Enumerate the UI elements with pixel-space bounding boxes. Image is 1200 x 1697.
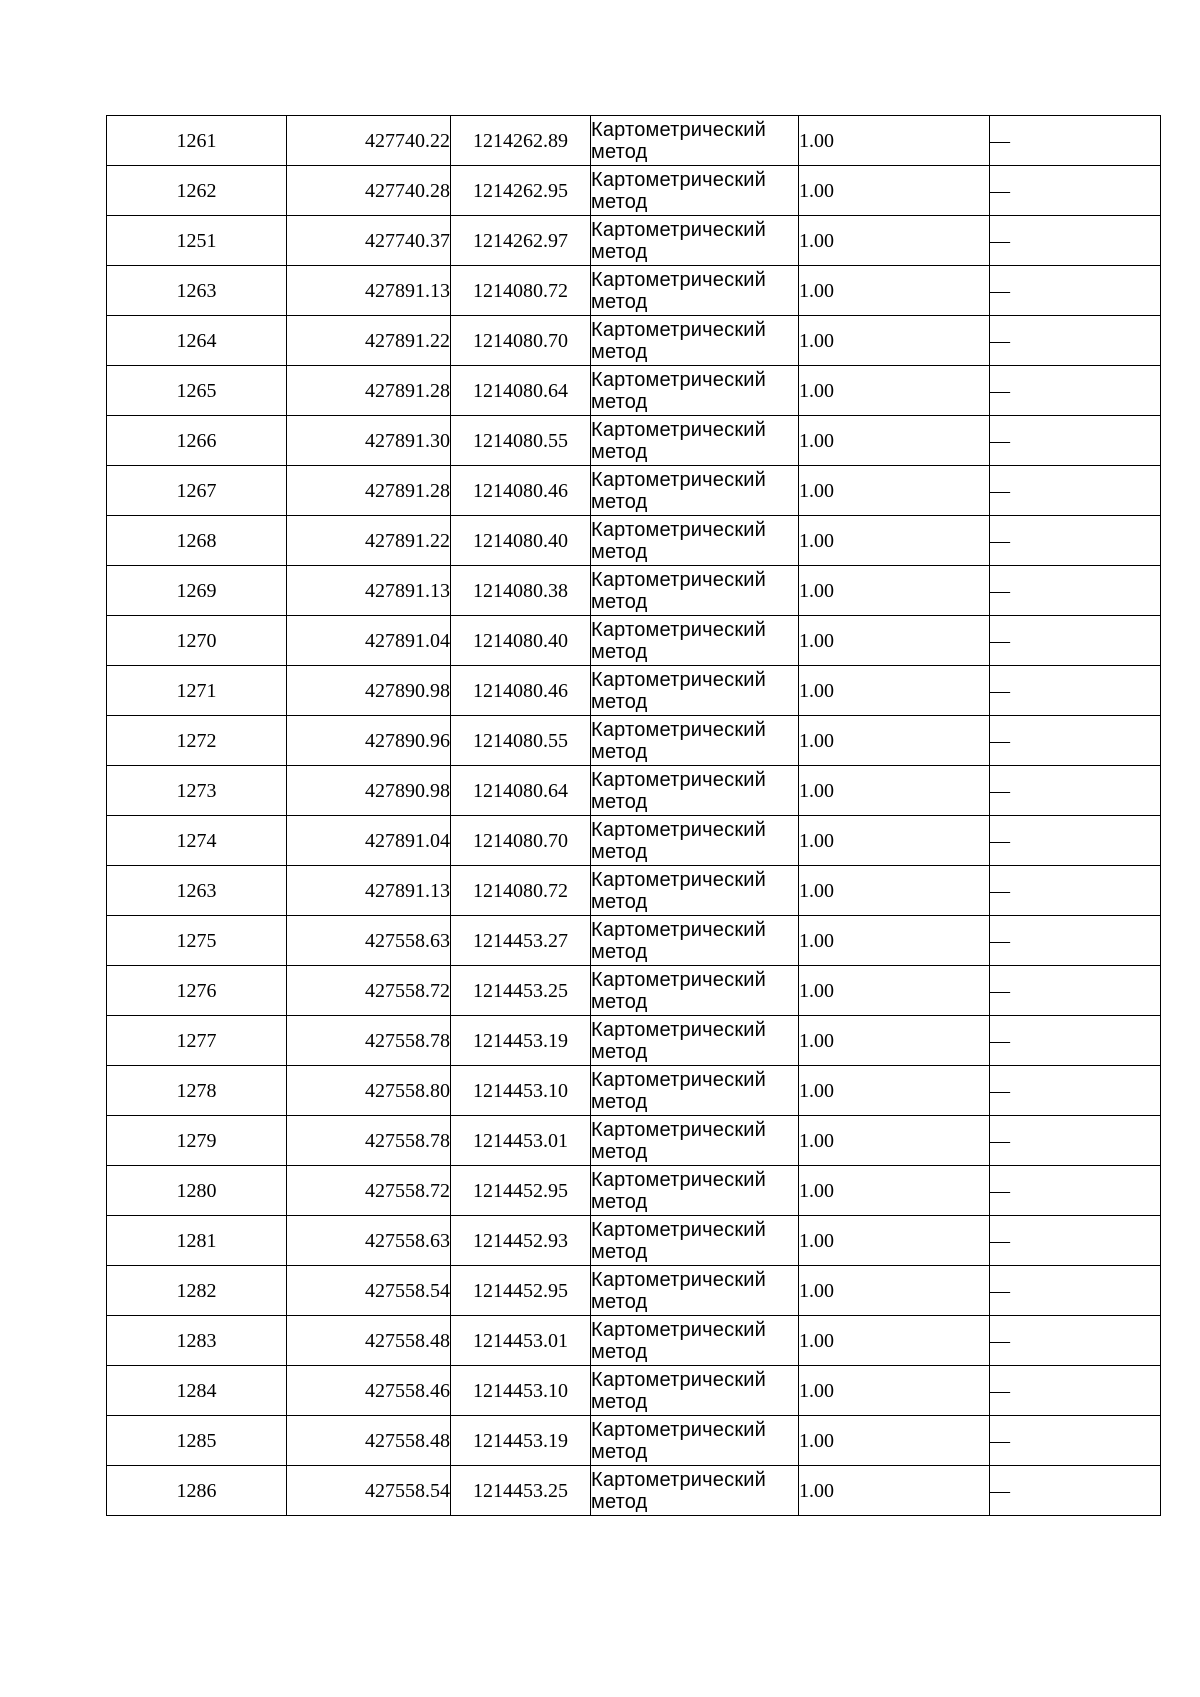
table-row	[107, 616, 1161, 666]
x-coordinate-cell: 427891.04	[287, 616, 451, 666]
table-row	[107, 416, 1161, 466]
method-line-2: метод	[591, 290, 648, 313]
method-line-1: Картометрический	[591, 768, 767, 791]
point-number-cell: 1279	[107, 1116, 287, 1166]
accuracy-cell: 1.00	[799, 1316, 990, 1366]
note-cell: —	[990, 1366, 1161, 1416]
x-coordinate-cell: 427558.46	[287, 1366, 451, 1416]
accuracy-cell: 1.00	[799, 566, 990, 616]
note-cell: —	[990, 1316, 1161, 1366]
note-cell: —	[990, 1016, 1161, 1066]
y-coordinate-cell: 1214080.55	[451, 716, 591, 766]
table-row	[107, 1216, 1161, 1266]
table-row	[107, 116, 1161, 166]
method-cell	[591, 716, 799, 766]
note-cell: —	[990, 1216, 1161, 1266]
method-cell	[591, 1366, 799, 1416]
method-cell	[591, 366, 799, 416]
method-cell	[591, 466, 799, 516]
point-number-cell: 1275	[107, 916, 287, 966]
method-cell	[591, 116, 799, 166]
method-line-2: метод	[591, 1390, 648, 1413]
point-number-cell: 1261	[107, 116, 287, 166]
method-line-1: Картометрический	[591, 518, 767, 541]
y-coordinate-cell: 1214262.89	[451, 116, 591, 166]
y-coordinate-cell: 1214453.10	[451, 1066, 591, 1116]
method-cell	[591, 516, 799, 566]
y-coordinate-cell: 1214080.70	[451, 316, 591, 366]
y-coordinate-cell: 1214453.27	[451, 916, 591, 966]
point-number-cell: 1280	[107, 1166, 287, 1216]
point-number-cell: 1278	[107, 1066, 287, 1116]
method-cell	[591, 1016, 799, 1066]
accuracy-cell: 1.00	[799, 366, 990, 416]
accuracy-cell: 1.00	[799, 1366, 990, 1416]
point-number-cell: 1270	[107, 616, 287, 666]
method-cell	[591, 666, 799, 716]
accuracy-cell: 1.00	[799, 916, 990, 966]
point-number-cell: 1276	[107, 966, 287, 1016]
method-cell	[591, 1466, 799, 1516]
x-coordinate-cell: 427558.48	[287, 1416, 451, 1466]
note-cell: —	[990, 216, 1161, 266]
accuracy-cell: 1.00	[799, 716, 990, 766]
x-coordinate-cell: 427558.63	[287, 916, 451, 966]
point-number-cell: 1263	[107, 866, 287, 916]
y-coordinate-cell: 1214452.93	[451, 1216, 591, 1266]
x-coordinate-cell: 427558.72	[287, 1166, 451, 1216]
note-cell: —	[990, 1116, 1161, 1166]
method-line-2: метод	[591, 490, 648, 513]
note-cell: —	[990, 766, 1161, 816]
x-coordinate-cell: 427558.54	[287, 1266, 451, 1316]
method-line-1: Картометрический	[591, 418, 767, 441]
point-number-cell: 1264	[107, 316, 287, 366]
method-line-2: метод	[591, 1440, 648, 1463]
method-line-1: Картометрический	[591, 1468, 767, 1491]
point-number-cell: 1284	[107, 1366, 287, 1416]
x-coordinate-cell: 427891.13	[287, 266, 451, 316]
method-cell	[591, 1066, 799, 1116]
table-row	[107, 366, 1161, 416]
point-number-cell: 1262	[107, 166, 287, 216]
y-coordinate-cell: 1214080.46	[451, 666, 591, 716]
x-coordinate-cell: 427891.13	[287, 566, 451, 616]
method-line-1: Картометрический	[591, 318, 767, 341]
method-cell	[591, 566, 799, 616]
method-line-1: Картометрический	[591, 968, 767, 991]
y-coordinate-cell: 1214453.19	[451, 1416, 591, 1466]
method-line-1: Картометрический	[591, 1268, 767, 1291]
method-line-2: метод	[591, 1240, 648, 1263]
y-coordinate-cell: 1214080.55	[451, 416, 591, 466]
accuracy-cell: 1.00	[799, 1166, 990, 1216]
method-cell	[591, 316, 799, 366]
coordinates-table	[106, 115, 1161, 1516]
point-number-cell: 1283	[107, 1316, 287, 1366]
y-coordinate-cell: 1214080.40	[451, 516, 591, 566]
x-coordinate-cell: 427891.22	[287, 516, 451, 566]
y-coordinate-cell: 1214080.64	[451, 366, 591, 416]
accuracy-cell: 1.00	[799, 666, 990, 716]
method-line-2: метод	[591, 240, 648, 263]
accuracy-cell: 1.00	[799, 1216, 990, 1266]
note-cell: —	[990, 866, 1161, 916]
method-cell	[591, 1116, 799, 1166]
method-line-2: метод	[591, 690, 648, 713]
accuracy-cell: 1.00	[799, 1116, 990, 1166]
accuracy-cell: 1.00	[799, 116, 990, 166]
table-row	[107, 666, 1161, 716]
table-row	[107, 1016, 1161, 1066]
method-line-2: метод	[591, 940, 648, 963]
x-coordinate-cell: 427890.98	[287, 666, 451, 716]
note-cell: —	[990, 616, 1161, 666]
method-cell	[591, 616, 799, 666]
note-cell: —	[990, 716, 1161, 766]
accuracy-cell: 1.00	[799, 266, 990, 316]
method-line-1: Картометрический	[591, 118, 767, 141]
table-row	[107, 966, 1161, 1016]
x-coordinate-cell: 427891.22	[287, 316, 451, 366]
point-number-cell: 1269	[107, 566, 287, 616]
y-coordinate-cell: 1214080.40	[451, 616, 591, 666]
accuracy-cell: 1.00	[799, 966, 990, 1016]
table-row	[107, 816, 1161, 866]
table-row	[107, 1166, 1161, 1216]
method-line-1: Картометрический	[591, 368, 767, 391]
x-coordinate-cell: 427558.48	[287, 1316, 451, 1366]
method-line-1: Картометрический	[591, 1418, 767, 1441]
accuracy-cell: 1.00	[799, 316, 990, 366]
method-line-1: Картометрический	[591, 718, 767, 741]
x-coordinate-cell: 427891.28	[287, 466, 451, 516]
point-number-cell: 1266	[107, 416, 287, 466]
note-cell: —	[990, 366, 1161, 416]
table-row	[107, 216, 1161, 266]
note-cell: —	[990, 1466, 1161, 1516]
method-cell	[591, 1266, 799, 1316]
x-coordinate-cell: 427891.04	[287, 816, 451, 866]
note-cell: —	[990, 166, 1161, 216]
accuracy-cell: 1.00	[799, 766, 990, 816]
method-line-2: метод	[591, 390, 648, 413]
x-coordinate-cell: 427558.72	[287, 966, 451, 1016]
method-cell	[591, 766, 799, 816]
table-row	[107, 1366, 1161, 1416]
table-row	[107, 166, 1161, 216]
table-row	[107, 866, 1161, 916]
note-cell: —	[990, 116, 1161, 166]
accuracy-cell: 1.00	[799, 466, 990, 516]
method-line-1: Картометрический	[591, 568, 767, 591]
method-line-2: метод	[591, 1340, 648, 1363]
method-line-1: Картометрический	[591, 818, 767, 841]
point-number-cell: 1268	[107, 516, 287, 566]
x-coordinate-cell: 427558.54	[287, 1466, 451, 1516]
method-line-2: метод	[591, 1190, 648, 1213]
accuracy-cell: 1.00	[799, 1416, 990, 1466]
table-row	[107, 266, 1161, 316]
table-row	[107, 716, 1161, 766]
x-coordinate-cell: 427890.96	[287, 716, 451, 766]
x-coordinate-cell: 427891.30	[287, 416, 451, 466]
note-cell: —	[990, 416, 1161, 466]
table-row	[107, 1466, 1161, 1516]
method-line-2: метод	[591, 140, 648, 163]
coordinates-table-body	[107, 116, 1161, 1516]
note-cell: —	[990, 1266, 1161, 1316]
method-line-2: метод	[591, 740, 648, 763]
accuracy-cell: 1.00	[799, 816, 990, 866]
y-coordinate-cell: 1214453.10	[451, 1366, 591, 1416]
method-line-1: Картометрический	[591, 268, 767, 291]
table-row	[107, 916, 1161, 966]
y-coordinate-cell: 1214452.95	[451, 1266, 591, 1316]
method-line-2: метод	[591, 590, 648, 613]
method-line-1: Картометрический	[591, 1218, 767, 1241]
y-coordinate-cell: 1214453.19	[451, 1016, 591, 1066]
table-row	[107, 1116, 1161, 1166]
method-cell	[591, 416, 799, 466]
note-cell: —	[990, 266, 1161, 316]
method-line-2: метод	[591, 1090, 648, 1113]
note-cell: —	[990, 916, 1161, 966]
note-cell: —	[990, 966, 1161, 1016]
accuracy-cell: 1.00	[799, 1066, 990, 1116]
point-number-cell: 1263	[107, 266, 287, 316]
y-coordinate-cell: 1214080.46	[451, 466, 591, 516]
method-cell	[591, 966, 799, 1016]
method-line-1: Картометрический	[591, 1118, 767, 1141]
x-coordinate-cell: 427558.80	[287, 1066, 451, 1116]
accuracy-cell: 1.00	[799, 1266, 990, 1316]
point-number-cell: 1274	[107, 816, 287, 866]
method-line-2: метод	[591, 790, 648, 813]
method-cell	[591, 866, 799, 916]
y-coordinate-cell: 1214080.38	[451, 566, 591, 616]
point-number-cell: 1282	[107, 1266, 287, 1316]
method-line-1: Картометрический	[591, 218, 767, 241]
table-row	[107, 566, 1161, 616]
note-cell: —	[990, 566, 1161, 616]
note-cell: —	[990, 516, 1161, 566]
note-cell: —	[990, 666, 1161, 716]
method-line-1: Картометрический	[591, 1068, 767, 1091]
x-coordinate-cell: 427558.78	[287, 1016, 451, 1066]
y-coordinate-cell: 1214262.95	[451, 166, 591, 216]
method-cell	[591, 916, 799, 966]
table-row	[107, 1266, 1161, 1316]
note-cell: —	[990, 1066, 1161, 1116]
point-number-cell: 1251	[107, 216, 287, 266]
table-row	[107, 316, 1161, 366]
point-number-cell: 1281	[107, 1216, 287, 1266]
accuracy-cell: 1.00	[799, 616, 990, 666]
x-coordinate-cell: 427740.37	[287, 216, 451, 266]
accuracy-cell: 1.00	[799, 1016, 990, 1066]
y-coordinate-cell: 1214080.72	[451, 266, 591, 316]
x-coordinate-cell: 427740.28	[287, 166, 451, 216]
method-line-2: метод	[591, 440, 648, 463]
method-cell	[591, 1316, 799, 1366]
point-number-cell: 1272	[107, 716, 287, 766]
method-line-2: метод	[591, 990, 648, 1013]
table-row	[107, 1416, 1161, 1466]
method-line-2: метод	[591, 540, 648, 563]
table-row	[107, 1066, 1161, 1116]
method-line-2: метод	[591, 1140, 648, 1163]
method-cell	[591, 1216, 799, 1266]
method-line-2: метод	[591, 340, 648, 363]
point-number-cell: 1285	[107, 1416, 287, 1466]
accuracy-cell: 1.00	[799, 516, 990, 566]
x-coordinate-cell: 427890.98	[287, 766, 451, 816]
note-cell: —	[990, 1416, 1161, 1466]
method-line-1: Картометрический	[591, 918, 767, 941]
point-number-cell: 1265	[107, 366, 287, 416]
method-line-1: Картометрический	[591, 468, 767, 491]
y-coordinate-cell: 1214080.64	[451, 766, 591, 816]
x-coordinate-cell: 427891.28	[287, 366, 451, 416]
y-coordinate-cell: 1214452.95	[451, 1166, 591, 1216]
y-coordinate-cell: 1214262.97	[451, 216, 591, 266]
accuracy-cell: 1.00	[799, 1466, 990, 1516]
y-coordinate-cell: 1214453.25	[451, 966, 591, 1016]
y-coordinate-cell: 1214453.01	[451, 1116, 591, 1166]
table-row	[107, 766, 1161, 816]
y-coordinate-cell: 1214080.70	[451, 816, 591, 866]
accuracy-cell: 1.00	[799, 866, 990, 916]
method-cell	[591, 816, 799, 866]
method-line-2: метод	[591, 890, 648, 913]
table-row	[107, 1316, 1161, 1366]
method-line-2: метод	[591, 640, 648, 663]
method-cell	[591, 216, 799, 266]
point-number-cell: 1267	[107, 466, 287, 516]
note-cell: —	[990, 816, 1161, 866]
method-line-2: метод	[591, 1040, 648, 1063]
table-row	[107, 516, 1161, 566]
x-coordinate-cell: 427558.63	[287, 1216, 451, 1266]
point-number-cell: 1286	[107, 1466, 287, 1516]
point-number-cell: 1271	[107, 666, 287, 716]
method-line-2: метод	[591, 1490, 648, 1513]
method-line-2: метод	[591, 1290, 648, 1313]
method-line-1: Картометрический	[591, 618, 767, 641]
x-coordinate-cell: 427891.13	[287, 866, 451, 916]
note-cell: —	[990, 316, 1161, 366]
method-line-1: Картометрический	[591, 1318, 767, 1341]
point-number-cell: 1277	[107, 1016, 287, 1066]
note-cell: —	[990, 466, 1161, 516]
method-cell	[591, 1416, 799, 1466]
y-coordinate-cell: 1214080.72	[451, 866, 591, 916]
table-row	[107, 466, 1161, 516]
point-number-cell: 1273	[107, 766, 287, 816]
method-line-1: Картометрический	[591, 1168, 767, 1191]
method-line-1: Картометрический	[591, 1018, 767, 1041]
method-cell	[591, 1166, 799, 1216]
method-cell	[591, 266, 799, 316]
method-line-1: Картометрический	[591, 668, 767, 691]
accuracy-cell: 1.00	[799, 166, 990, 216]
accuracy-cell: 1.00	[799, 416, 990, 466]
method-line-1: Картометрический	[591, 1368, 767, 1391]
x-coordinate-cell: 427740.22	[287, 116, 451, 166]
method-cell	[591, 166, 799, 216]
method-line-1: Картометрический	[591, 868, 767, 891]
method-line-2: метод	[591, 190, 648, 213]
x-coordinate-cell: 427558.78	[287, 1116, 451, 1166]
method-line-1: Картометрический	[591, 168, 767, 191]
y-coordinate-cell: 1214453.25	[451, 1466, 591, 1516]
note-cell: —	[990, 1166, 1161, 1216]
y-coordinate-cell: 1214453.01	[451, 1316, 591, 1366]
method-line-2: метод	[591, 840, 648, 863]
accuracy-cell: 1.00	[799, 216, 990, 266]
